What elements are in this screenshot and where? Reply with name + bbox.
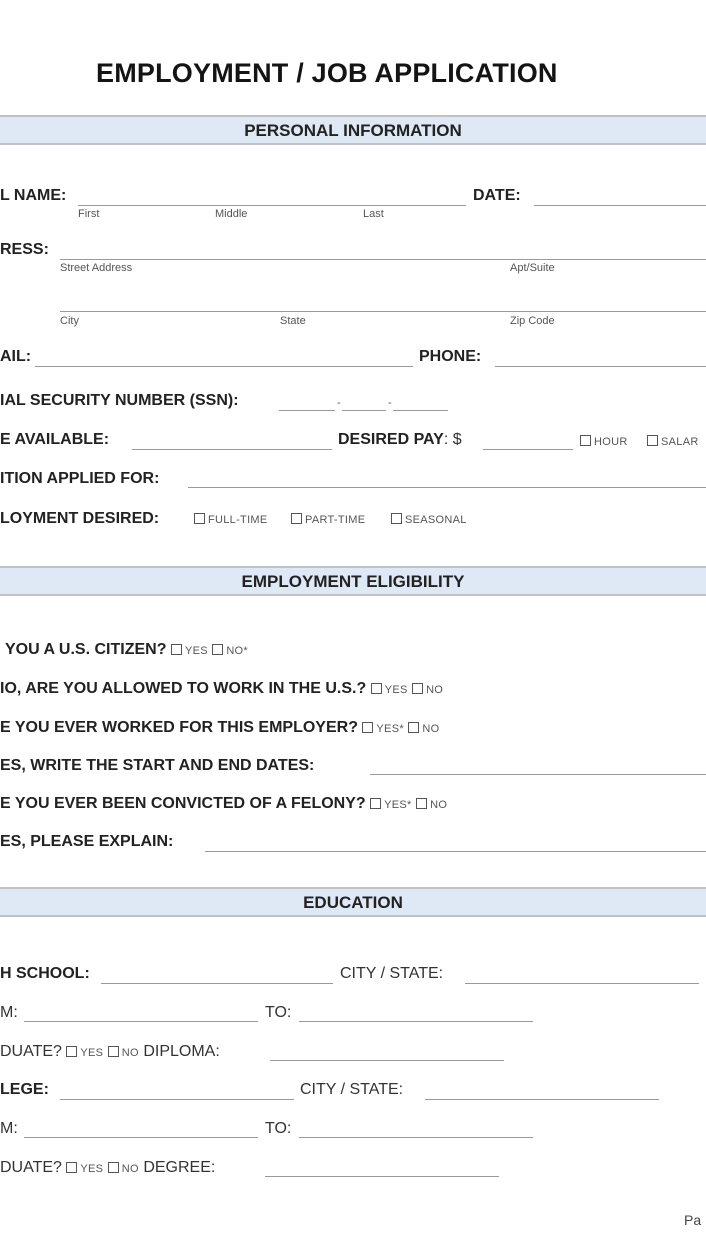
employment-desired-label: LOYMENT DESIRED: (0, 510, 160, 527)
ssn-separator: - (388, 397, 392, 409)
section-title: EDUCATION (303, 893, 403, 912)
degree-label: DEGREE: (143, 1159, 216, 1176)
page-number: Pa (684, 1212, 702, 1228)
section-header-personal (0, 115, 706, 145)
city-state-zip-field[interactable] (60, 311, 706, 312)
checkbox-icon[interactable] (291, 513, 302, 524)
last-sublabel: Last (363, 208, 384, 220)
worked-yes-option[interactable]: YES* (362, 723, 404, 735)
desired-pay-label: DESIRED PAY (338, 431, 444, 448)
checkbox-icon[interactable] (391, 513, 402, 524)
full-name-field[interactable] (78, 205, 466, 206)
worked-no-option[interactable]: NO (408, 723, 439, 735)
desired-pay-field[interactable] (483, 449, 573, 450)
pay-option-hour[interactable]: HOUR (580, 435, 628, 448)
checkbox-icon[interactable] (371, 683, 382, 694)
date-field[interactable] (534, 205, 706, 206)
section-title: EMPLOYMENT ELIGIBILITY (241, 572, 465, 591)
hs-grad-no-option[interactable]: NO (108, 1047, 139, 1059)
pay-option-salary[interactable]: SALAR (647, 435, 699, 448)
apt-sublabel: Apt/Suite (510, 262, 555, 274)
employment-option-seasonal[interactable]: SEASONAL (391, 513, 467, 526)
checkbox-icon[interactable] (412, 683, 423, 694)
date-available-field[interactable] (132, 449, 332, 450)
college-grad-no-option[interactable]: NO (108, 1163, 139, 1175)
email-field[interactable] (35, 366, 413, 367)
section-title: PERSONAL INFORMATION (244, 121, 462, 140)
ssn-separator: - (337, 397, 341, 409)
email-label: AIL: (0, 348, 32, 365)
checkbox-icon[interactable] (108, 1046, 119, 1057)
checkbox-icon[interactable] (580, 435, 591, 446)
felony-no-option[interactable]: NO (416, 799, 447, 811)
checkbox-icon[interactable] (66, 1162, 77, 1173)
checkbox-icon[interactable] (108, 1162, 119, 1173)
section-header-eligibility (0, 566, 706, 596)
college-to-field[interactable] (299, 1137, 533, 1138)
middle-sublabel: Middle (215, 208, 248, 220)
street-address-field[interactable] (60, 259, 706, 260)
checkbox-icon[interactable] (647, 435, 658, 446)
hs-grad-yes-option[interactable]: YES (66, 1047, 103, 1059)
section-header-education (0, 887, 706, 917)
diploma-field[interactable] (270, 1060, 504, 1061)
explain-label: ES, PLEASE EXPLAIN: (0, 833, 174, 850)
degree-field[interactable] (265, 1176, 499, 1177)
explain-field[interactable] (205, 851, 706, 852)
date-available-label: E AVAILABLE: (0, 431, 110, 448)
citizen-no-option[interactable]: NO* (212, 645, 248, 657)
checkbox-icon[interactable] (212, 644, 223, 655)
allowed-work-question-row: IO, ARE YOU ALLOWED TO WORK IN THE U.S.? YES NO (0, 680, 444, 697)
college-grad-yes-option[interactable]: YES (66, 1163, 103, 1175)
checkbox-icon[interactable] (362, 722, 373, 733)
ssn-label: IAL SECURITY NUMBER (SSN): (0, 392, 239, 409)
college-graduate-row: DUATE? YES NO DEGREE: (0, 1159, 216, 1176)
phone-label: PHONE: (419, 348, 482, 365)
start-end-dates-field[interactable] (370, 774, 706, 775)
city-sublabel: City (60, 315, 79, 327)
checkbox-icon[interactable] (66, 1046, 77, 1057)
start-end-dates-label: ES, WRITE THE START AND END DATES: (0, 757, 315, 774)
college-to-label: TO: (265, 1120, 292, 1137)
hs-to-label: TO: (265, 1004, 292, 1021)
hs-from-field[interactable] (24, 1021, 258, 1022)
college-from-label: M: (0, 1120, 18, 1137)
checkbox-icon[interactable] (194, 513, 205, 524)
high-school-label: H SCHOOL: (0, 965, 90, 982)
hs-graduate-row: DUATE? YES NO DIPLOMA: (0, 1043, 220, 1060)
college-label: LEGE: (0, 1081, 49, 1098)
position-label: ITION APPLIED FOR: (0, 470, 160, 487)
college-city-state-field[interactable] (425, 1099, 659, 1100)
citizen-yes-option[interactable]: YES (171, 645, 208, 657)
first-sublabel: First (78, 208, 100, 220)
date-label: DATE: (473, 187, 521, 204)
state-sublabel: State (280, 315, 306, 327)
dollar-prefix: : $ (443, 431, 462, 448)
checkbox-icon[interactable] (416, 798, 427, 809)
zip-sublabel: Zip Code (510, 315, 555, 327)
hs-from-label: M: (0, 1004, 18, 1021)
college-field[interactable] (60, 1099, 294, 1100)
college-city-state-label: CITY / STATE: (300, 1081, 404, 1098)
checkbox-icon[interactable] (408, 722, 419, 733)
ssn-part3-field[interactable] (393, 410, 448, 411)
checkbox-icon[interactable] (171, 644, 182, 655)
position-field[interactable] (188, 487, 706, 488)
employment-option-full-time[interactable]: FULL-TIME (194, 513, 268, 526)
street-sublabel: Street Address (60, 262, 133, 274)
allowed-no-option[interactable]: NO (412, 684, 443, 696)
citizen-question-row: YOU A U.S. CITIZEN? YES NO* (5, 641, 248, 658)
felony-yes-option[interactable]: YES* (370, 799, 412, 811)
desired-pay-group (338, 431, 462, 449)
ssn-part1-field[interactable] (279, 410, 335, 411)
full-name-label: L NAME: (0, 187, 67, 204)
checkbox-icon[interactable] (370, 798, 381, 809)
college-from-field[interactable] (24, 1137, 258, 1138)
high-school-field[interactable] (101, 983, 333, 984)
employment-option-part-time[interactable]: PART-TIME (291, 513, 365, 526)
felony-question-row: E YOU EVER BEEN CONVICTED OF A FELONY? YES* NO (0, 795, 448, 812)
page-title: EMPLOYMENT / JOB APPLICATION (96, 58, 558, 88)
allowed-yes-option[interactable]: YES (371, 684, 408, 696)
phone-field[interactable] (495, 366, 706, 367)
address-label: RESS: (0, 241, 49, 258)
diploma-label: DIPLOMA: (143, 1043, 220, 1060)
hs-to-field[interactable] (299, 1021, 533, 1022)
hs-city-state-label: CITY / STATE: (340, 965, 444, 982)
hs-city-state-field[interactable] (465, 983, 699, 984)
worked-before-question-row: E YOU EVER WORKED FOR THIS EMPLOYER? YES* NO (0, 719, 440, 736)
ssn-part2-field[interactable] (342, 410, 386, 411)
